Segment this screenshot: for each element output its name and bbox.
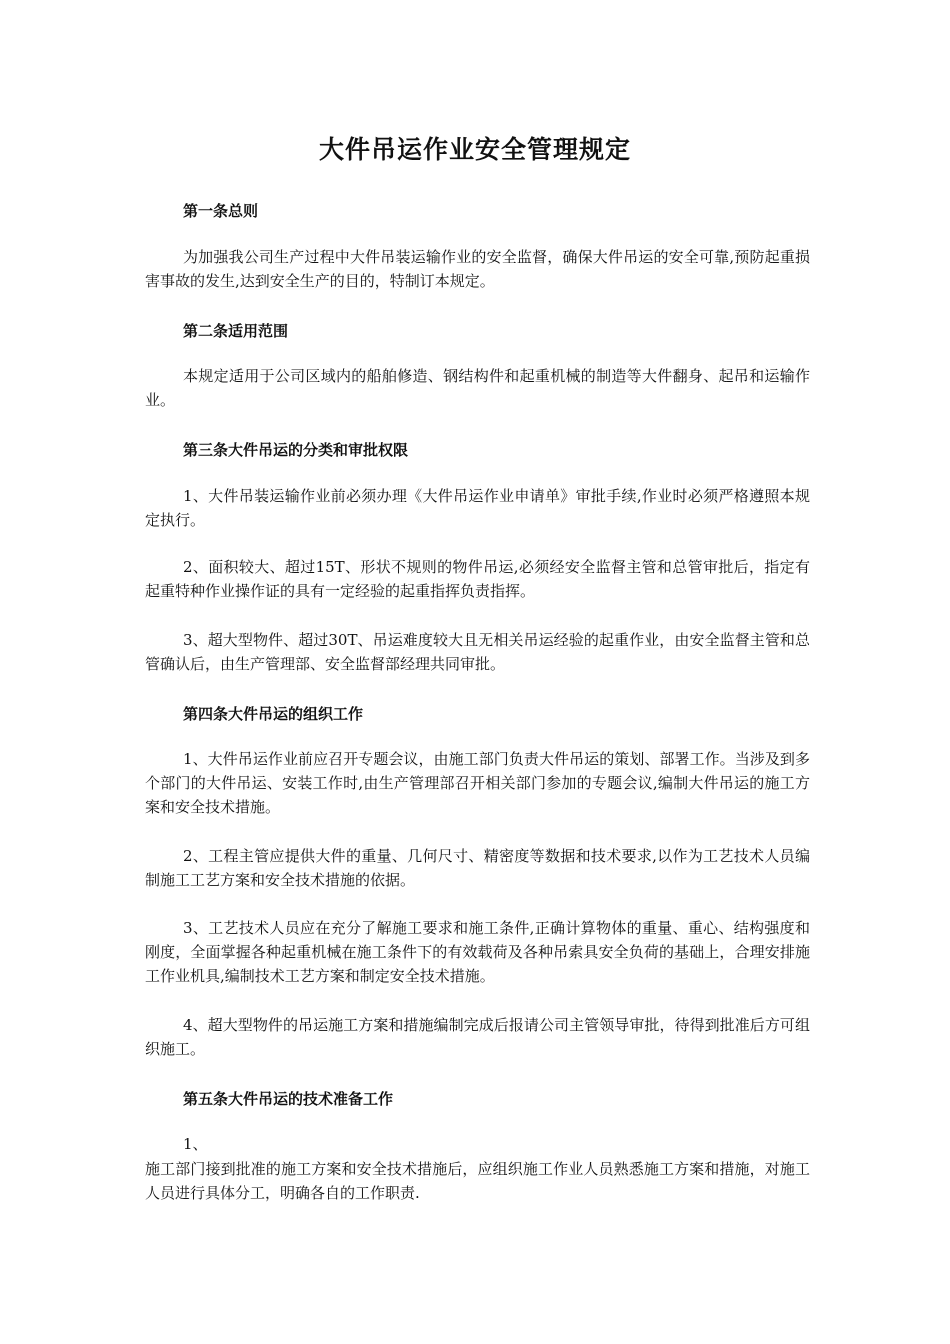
section-2-paragraph: 本规定适用于公司区域内的船舶修造、钢结构件和起重机械的制造等大件翻身、起吊和运输作业。	[145, 367, 810, 409]
section-1-heading: 第一条总则	[183, 202, 259, 220]
section-3-item-1: 1、大件吊装运输作业前必须办理《大件吊运作业申请单》审批手续,作业时必须严格遵照本规定执行。	[145, 487, 810, 529]
section-4-heading: 第四条大件吊运的组织工作	[183, 705, 364, 723]
section-5-heading: 第五条大件吊运的技术准备工作	[183, 1090, 394, 1108]
section-1-paragraph: 为加强我公司生产过程中大件吊装运输作业的安全监督，确保大件吊运的安全可靠,预防起重损害事故的发生,达到安全生产的目的，特制订本规定。	[145, 248, 810, 290]
section-3-item-3: 3、超大型物件、超过30T、吊运难度较大且无相关吊运经验的起重作业，由安全监督主管和总管确认后，由生产管理部、安全监督部经理共同审批。	[145, 631, 810, 673]
section-3-heading: 第三条大件吊运的分类和审批权限	[183, 441, 409, 459]
document-title: 大件吊运作业安全管理规定	[318, 135, 631, 164]
section-4-item-3: 3、工艺技术人员应在充分了解施工要求和施工条件,正确计算物体的重量、重心、结构强度和刚度，全面掌握各种起重机械在施工条件下的有效载荷及各种吊索具安全负荷的基础上，合理安排施工作业机具,编制技术工艺方案和制定安全技术措施。	[145, 919, 810, 985]
section-3-item-2: 2、面积较大、超过15T、形状不规则的物件吊运,必须经安全监督主管和总管审批后，指定有起重特种作业操作证的具有一定经验的起重指挥负责指挥。	[145, 558, 810, 600]
section-2-heading: 第二条适用范围	[183, 322, 289, 340]
section-4-item-4: 4、超大型物件的吊运施工方案和措施编制完成后报请公司主管领导审批，待得到批准后方可组织施工。	[145, 1016, 810, 1058]
section-5-item-1-text: 施工部门接到批准的施工方案和安全技术措施后，应组织施工作业人员熟悉施工方案和措施，对施工人员进行具体分工，明确各自的工作职责.	[145, 1160, 810, 1202]
section-5-item-1-number: 1、	[183, 1135, 208, 1153]
section-4-item-1: 1、大件吊运作业前应召开专题会议，由施工部门负责大件吊运的策划、部署工作。当涉及到多个部门的大件吊运、安装工作时,由生产管理部召开相关部门参加的专题会议,编制大件吊运的施工方案和安全技术措施。	[145, 750, 810, 816]
section-4-item-2: 2、工程主管应提供大件的重量、几何尺寸、精密度等数据和技术要求,以作为工艺技术人员编制施工工艺方案和安全技术措施的依据。	[145, 847, 810, 889]
